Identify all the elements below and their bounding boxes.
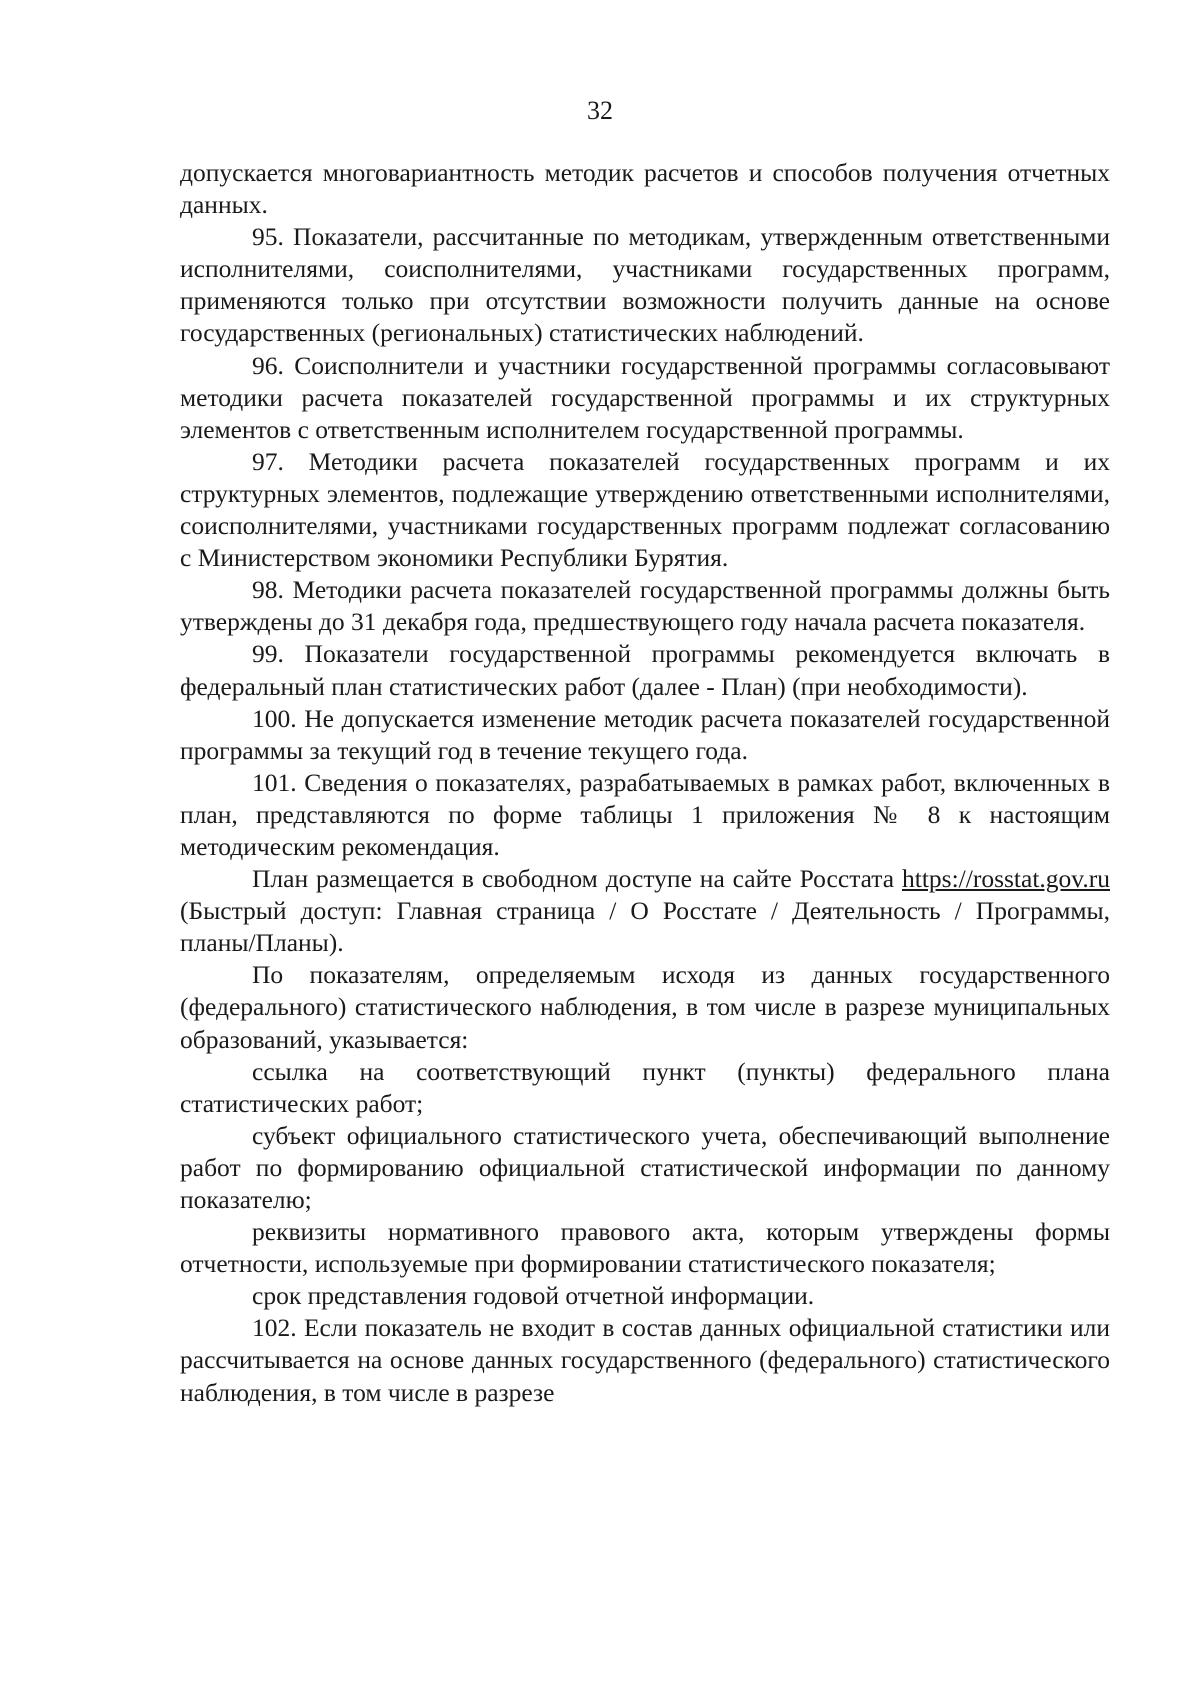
rosstat-link[interactable]: https://rosstat.gov.ru (901, 864, 1110, 894)
paragraph-indicators: По показателям, определяемым исходя из данных государственного (федерального) статистического наблюдения, в том числе в разрезе муниципальных образований, указывается: (180, 960, 1110, 1054)
page-number: 32 (587, 96, 613, 125)
list-item-legal-act: реквизиты нормативного правового акта, которым утверждены формы отчетности, используемые при формировании статистического показателя; (180, 1217, 1110, 1279)
list-item-plan-reference: ссылка на соответствующий пункт (пункты) федерального плана статистических работ; (180, 1056, 1110, 1118)
plan-text-after: (Быстрый доступ: Главная страница / О Росстате / Деятельность / Программы, планы/Планы). (180, 896, 1110, 958)
paragraph-continuation: допускается многовариантность методик расчетов и способов получения отчетных данных. (180, 158, 1110, 220)
paragraph-99: 99. Показатели государственной программы рекомендуется включать в федеральный план статистических работ (далее - План) (при необходимости). (180, 639, 1110, 701)
paragraph-102: 102. Если показатель не входит в состав данных официальной статистики или рассчитывается на основе данных государственного (федерального) статистического наблюдения, в том числе в разрезе (180, 1313, 1110, 1407)
paragraph-95: 95. Показатели, рассчитанные по методикам, утвержденным ответственными исполнителями, соисполнителями, участниками государственных программ, применяются только при отсутствии возможности получить данные на основе государственных (региональных) статистических наблюдений. (180, 222, 1110, 348)
list-item-reporting-deadline: срок представления годовой отчетной информации. (252, 1281, 815, 1311)
paragraph-101: 101. Сведения о показателях, разрабатываемых в рамках работ, включенных в план, представляются по форме таблицы 1 приложения № 8 к настоящим методическим рекомендация. (180, 767, 1110, 861)
paragraph-97: 97. Методики расчета показателей государственных программ и их структурных элементов, подлежащие утверждению ответственными исполнителями, соисполнителями, участниками государственных программ подлежат согласованию с Министерством экономики Республики Бурятия. (180, 446, 1110, 573)
paragraph-96: 96. Соисполнители и участники государственной программы согласовывают методики расчета показателей государственной программы и их структурных элементов с ответственным исполнителем государственной программы. (180, 350, 1110, 444)
list-item-statistical-subject: субъект официального статистического учета, обеспечивающий выполнение работ по формированию официальной статистической информации по данному показателю; (180, 1120, 1110, 1214)
document-body (180, 157, 1110, 1409)
paragraph-plan (180, 863, 1110, 959)
plan-text-before: План размещается в свободном доступе на сайте Росстата (252, 864, 902, 894)
paragraph-100: 100. Не допускается изменение методик расчета показателей государственной программы за текущий год в течение текущего года. (180, 703, 1110, 765)
paragraph-98: 98. Методики расчета показателей государственной программы должны быть утверждены до 31 декабря года, предшествующего году начала расчета показателя. (180, 575, 1110, 637)
